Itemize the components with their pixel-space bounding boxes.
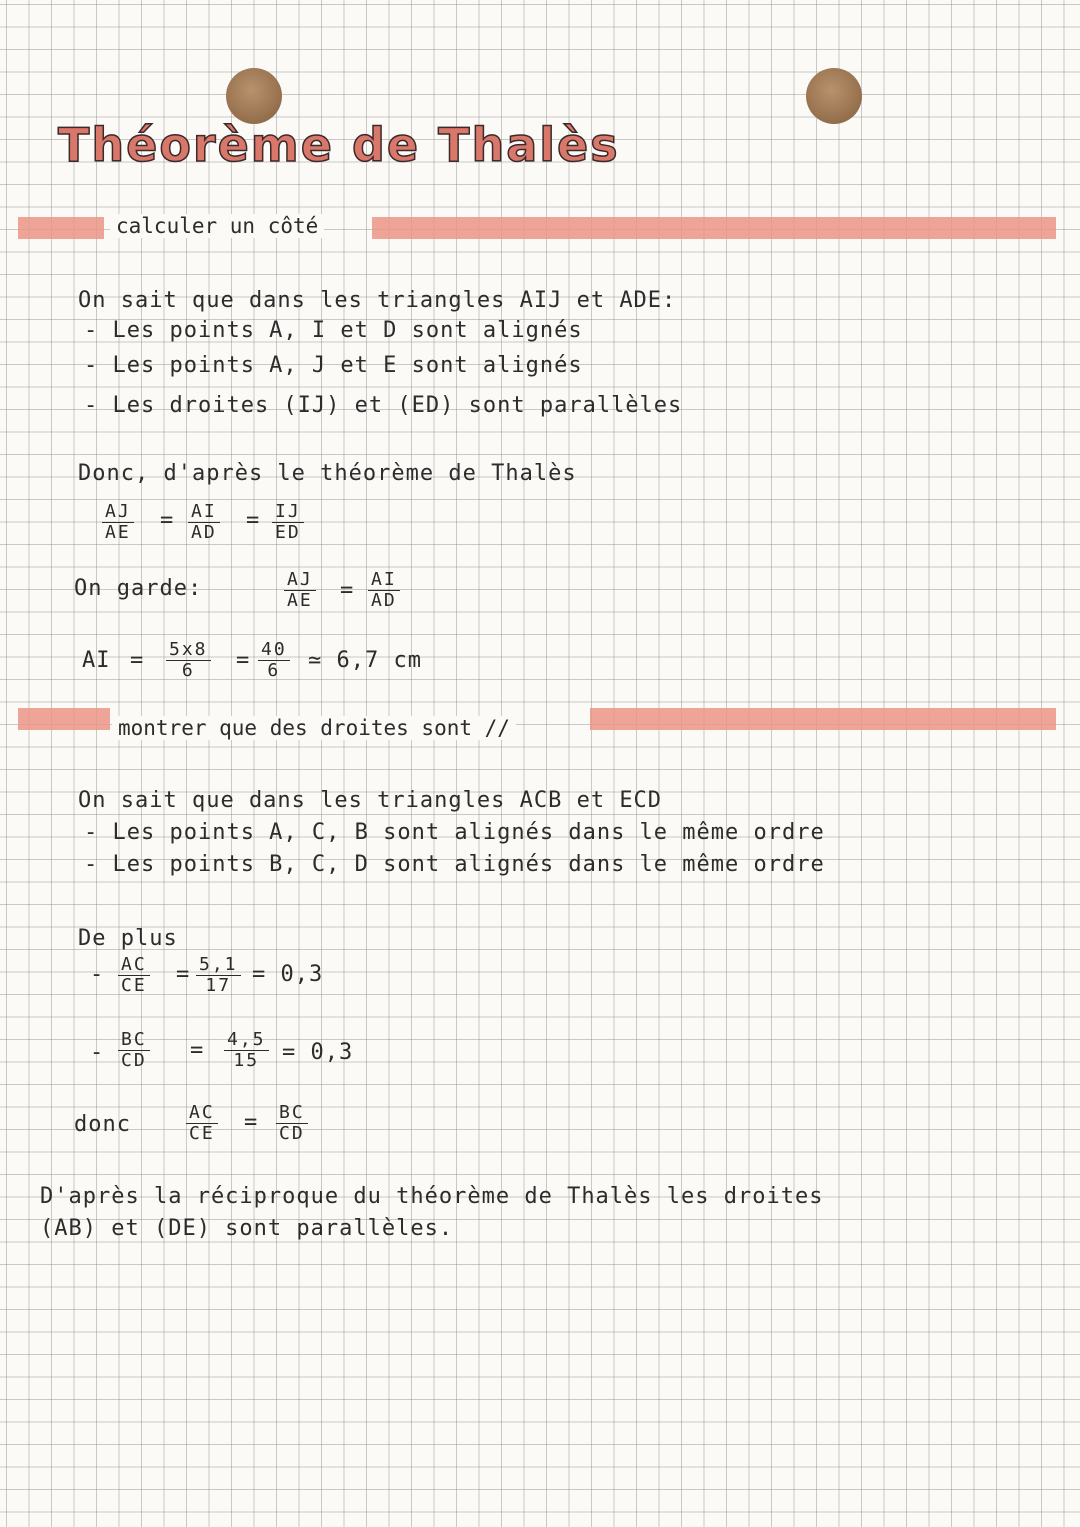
section1-bullet-2: - Les points A, J et E sont alignés	[84, 353, 583, 378]
calc-result: ≃ 6,7 cm	[308, 648, 422, 673]
section1-intro: On sait que dans les triangles AIJ et ADE:	[78, 288, 677, 313]
section2-intro: On sait que dans les triangles ACB et ECD	[78, 788, 663, 813]
fraction: $\frac{4,5}{15}$	[224, 1030, 269, 1071]
fraction: $\frac{IJ}{ED}$	[272, 502, 304, 543]
section2-highlight-left	[18, 708, 110, 730]
fraction: $\frac{5x8}{6}$	[166, 640, 211, 681]
fraction: $\frac{AC}{CE}$	[118, 955, 150, 996]
fraction: $\frac{AC}{CE}$	[186, 1103, 218, 1144]
donc-label: donc	[74, 1112, 131, 1137]
section2-bullet-2: - Les points B, C, D sont alignés dans le même ordre	[84, 852, 825, 877]
punch-hole-right	[806, 68, 862, 124]
conclusion-line-2: (AB) et (DE) sont parallèles.	[40, 1216, 454, 1241]
section1-highlight-left	[18, 217, 104, 239]
punch-hole-left	[226, 68, 282, 124]
fraction: $\frac{AI}{AD}$	[368, 570, 400, 611]
section1-heading: calculer un côté	[110, 214, 324, 238]
section2-heading: montrer que des droites sont //	[112, 716, 516, 740]
fraction: $\frac{AJ}{AE}$	[102, 502, 134, 543]
fraction: $\frac{AI}{AD}$	[188, 502, 220, 543]
on-garde-label: On garde:	[74, 576, 203, 601]
fraction: $\frac{AJ}{AE}$	[284, 570, 316, 611]
de-plus-label: De plus	[78, 926, 178, 951]
fraction: $\frac{5,1}{17}$	[196, 955, 241, 996]
section2-highlight-right	[590, 708, 1056, 730]
page-title: Théorème de Thalès	[58, 118, 620, 172]
conclusion-line-1: D'après la réciproque du théorème de Thalès les droites	[40, 1184, 824, 1209]
section1-highlight-right	[372, 217, 1056, 239]
calc2-result: = 0,3	[282, 1040, 354, 1065]
calc1-result: = 0,3	[252, 962, 324, 987]
fraction: $\frac{40}{6}$	[258, 640, 290, 681]
fraction: $\frac{BC}{CD}$	[276, 1103, 308, 1144]
section1-donc: Donc, d'après le théorème de Thalès	[78, 461, 577, 486]
section2-bullet-1: - Les points A, C, B sont alignés dans le même ordre	[84, 820, 825, 845]
calc-lhs: AI	[82, 648, 111, 673]
section1-bullet-3: - Les droites (IJ) et (ED) sont parallèles	[84, 393, 683, 418]
section1-bullet-1: - Les points A, I et D sont alignés	[84, 318, 583, 343]
fraction: $\frac{BC}{CD}$	[118, 1030, 150, 1071]
